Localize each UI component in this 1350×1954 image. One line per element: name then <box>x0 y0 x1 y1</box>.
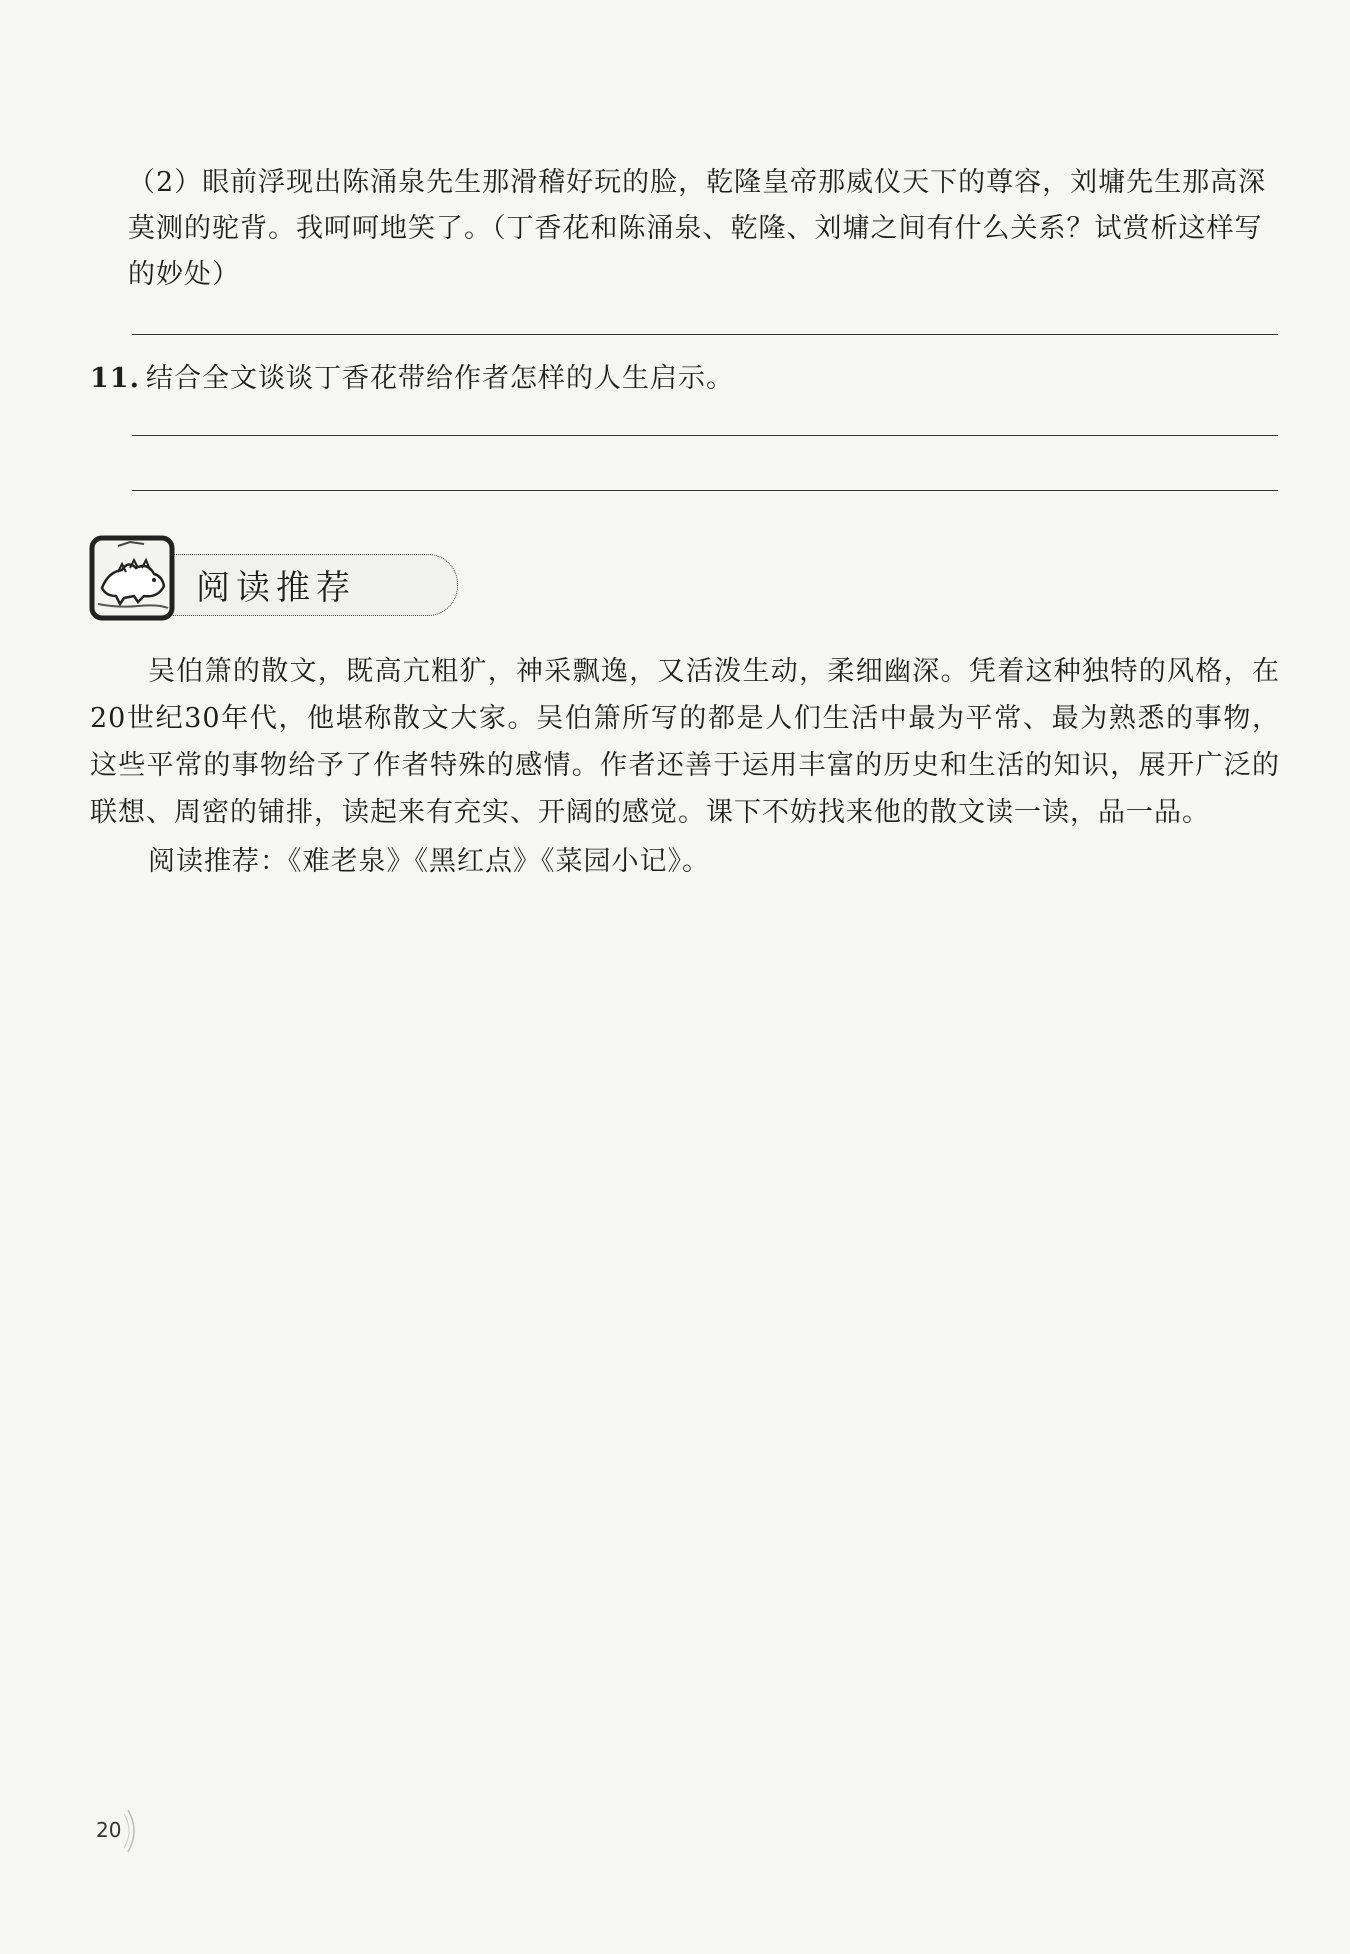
recommendation-paragraph: 吴伯箫的散文，既高亢粗犷，神采飘逸，又活泼生动，柔细幽深。凭着这种独特的风格，在20世纪30年代，他堪称散文大家。吴伯箫所写的都是人们生活中最为平常、最为熟悉的事物，这些平常的事物给予了作者特殊的感情。作者还善于运用丰富的历史和生活的知识，展开广泛的联想、周密的铺排，读起来有充实、开阔的感觉。课下不妨找来他的散文读一读，品一品。 <box>90 656 1280 828</box>
question-11-number: 11. <box>90 363 140 394</box>
answer-line[interactable] <box>132 435 1278 436</box>
section-title: 阅读推荐 <box>196 568 356 608</box>
recommendation-list: 阅读推荐：《难老泉》《黑红点》《菜园小记》。 <box>148 846 710 877</box>
question-2 <box>128 160 1278 298</box>
question-11 <box>90 356 1280 402</box>
question-11-text: 结合全文谈谈丁香花带给作者怎样的人生启示。 <box>145 363 734 394</box>
question-2-label: （2） <box>128 167 203 198</box>
page-number: 20 <box>96 1818 122 1842</box>
dinosaur-stamp-icon <box>88 532 180 624</box>
section-banner <box>88 532 378 628</box>
question-2-text: 眼前浮现出陈涌泉先生那滑稽好玩的脸，乾隆皇帝那威仪天下的尊容，刘墉先生那高深莫测的驼背。我呵呵地笑了。（丁香花和陈涌泉、乾隆、刘墉之间有什么关系？试赏析这样写的妙处） <box>128 167 1267 290</box>
answer-line[interactable] <box>132 490 1278 491</box>
answer-line[interactable] <box>132 334 1278 335</box>
